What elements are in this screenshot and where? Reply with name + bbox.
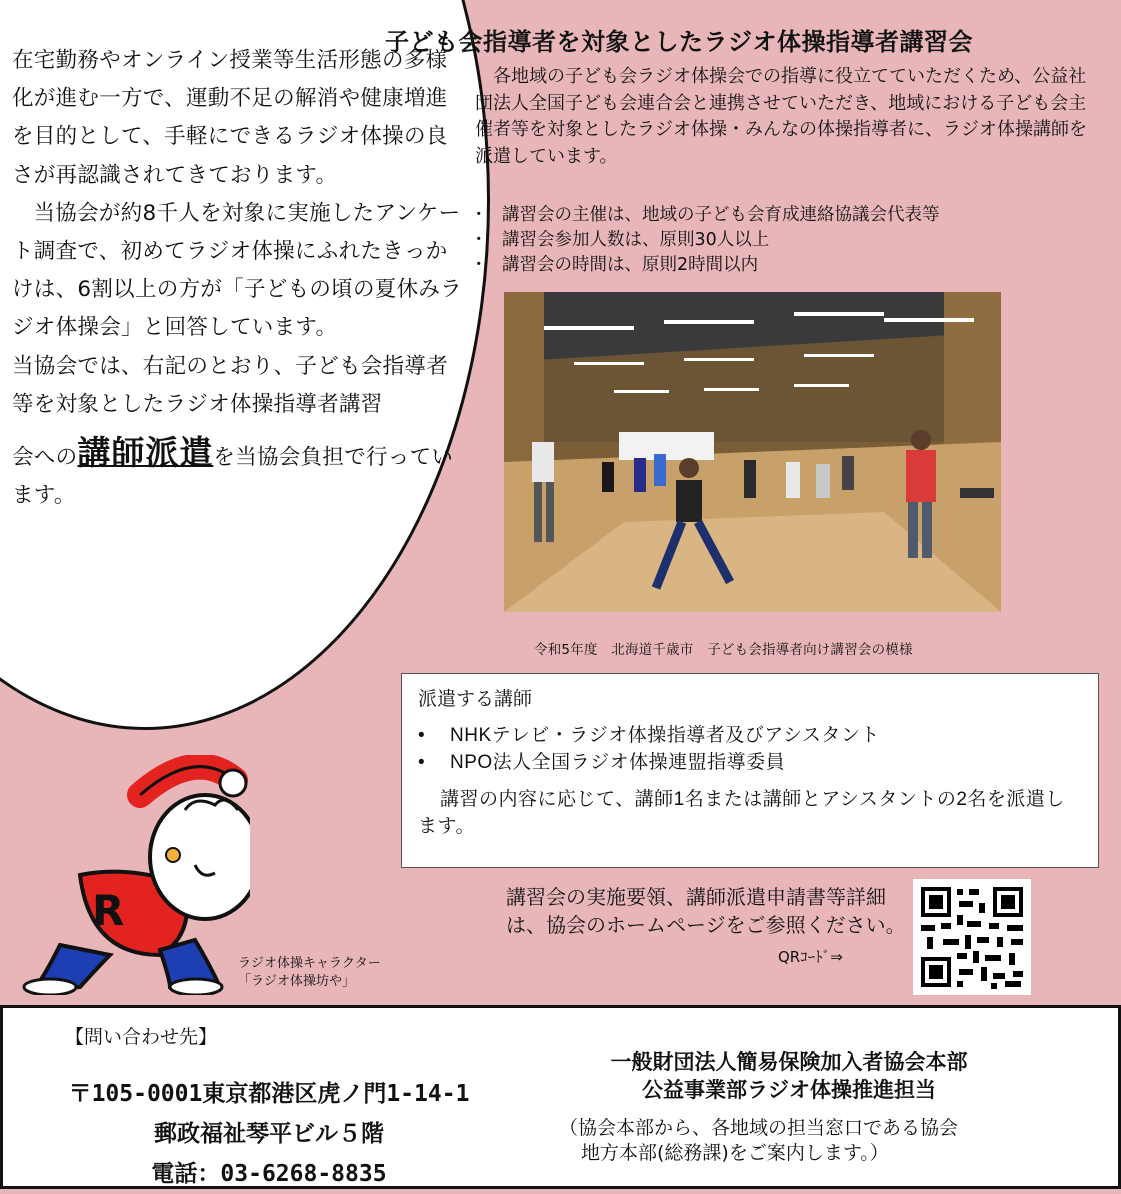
contact-address: [39, 1074, 499, 1194]
contact-note: [559, 1116, 1079, 1166]
qr-code-icon: [913, 879, 1031, 995]
mascot-caption-line2: 「ラジオ体操坊や」: [238, 974, 356, 989]
contact-organization: [519, 1048, 1059, 1104]
page-title: 子ども会指導者を対象としたラジオ体操指導者講習会: [385, 28, 973, 56]
lecturers-list: [418, 722, 880, 776]
workshop-photo: [504, 292, 1001, 612]
phone-number: 電話：03-6268-8835: [151, 1161, 387, 1187]
left-paragraph-2: 当協会が約8千人を対象に実施したアンケート調査で、初めてラジオ体操にふれたきっかけは、6割以上の方が「子どもの頃の夏休みラジオ体操会」と回答しています。: [12, 200, 462, 341]
condition-item: ・ 講習会の時間は、原則2時間以内: [470, 253, 940, 278]
lecturer-item: • NHKテレビ・ラジオ体操指導者及びアシスタント: [418, 722, 880, 749]
org-line1: 一般財団法人簡易保険加入者協会本部: [610, 1050, 968, 1074]
address-line1: 〒105-0001東京都港区虎ノ門1-14-1: [68, 1081, 470, 1107]
mascot-caption: [238, 955, 381, 991]
conditions-list: [470, 203, 940, 278]
photo-caption: 令和5年度 北海道千歳市 子ども会指導者向け講習会の模様: [534, 642, 913, 658]
left-text-block: [12, 42, 462, 515]
lecturers-note: 講習の内容に応じて、講師1名または講師とアシスタントの2名を派遣します。: [418, 789, 1065, 837]
lecturer-dispatch-highlight: 講師派遣: [77, 433, 214, 473]
condition-item: ・ 講習会参加人数は、原則30人以上: [470, 228, 940, 253]
org-line2: 公益事業部ラジオ体操推進担当: [642, 1078, 936, 1102]
qr-code[interactable]: [913, 879, 1031, 995]
lecturer-item: • NPO法人全国ラジオ体操連盟指導委員: [418, 749, 880, 776]
lecturers-box: [401, 673, 1099, 868]
left-p4-pre: 会への: [12, 445, 78, 471]
contact-label: 【問い合わせ先】: [65, 1026, 218, 1048]
contact-box: [0, 1005, 1121, 1189]
radio-taiso-boy-icon: [20, 755, 250, 995]
condition-item: ・ 講習会の主催は、地域の子ども会育成連絡協議会代表等: [470, 203, 940, 228]
qr-label: QRｺｰﾄﾞ⇒: [778, 948, 843, 966]
left-paragraph-3: 当協会では、右記のとおり、子ども会指導者等を対象としたラジオ体操指導者講習: [12, 353, 449, 417]
left-paragraph-4: [12, 434, 462, 515]
mascot-shirt-letter: R: [92, 886, 125, 935]
mascot-caption-line1: ラジオ体操キャラクター: [238, 956, 381, 971]
details-text: 講習会の実施要領、講師派遣申請書等詳細は、協会のホームページをご参照ください。: [506, 885, 906, 937]
left-paragraph-1: 在宅勤務やオンライン授業等生活形態の多様化が進む一方で、運動不足の解消や健康増進を目的として、手軽にできるラジオ体操の良さが再認識されてきております。: [12, 48, 448, 188]
mascot-illustration: [20, 755, 250, 995]
intro-text: 各地域の子ども会ラジオ体操会での指導に役立てていただくため、公益社団法人全国子ども会連合会と連携させていただき、地域における子ども会主催者等を対象としたラジオ体操・みんなの体操指導者に、ラジオ体操講師を派遣しています。: [475, 66, 1087, 167]
address-line2: 郵政福祉琴平ビル５階: [154, 1121, 384, 1147]
workshop-photo-illustration: [504, 292, 1001, 612]
contact-note-line1: （協会本部から、各地域の担当窓口である協会: [559, 1117, 959, 1139]
contact-note-line2: 地方本部(総務課)をご案内します。）: [581, 1142, 889, 1164]
lecturers-title: 派遣する講師: [418, 689, 533, 710]
left-p4-post: を当協会負担で行っています。: [12, 445, 454, 509]
